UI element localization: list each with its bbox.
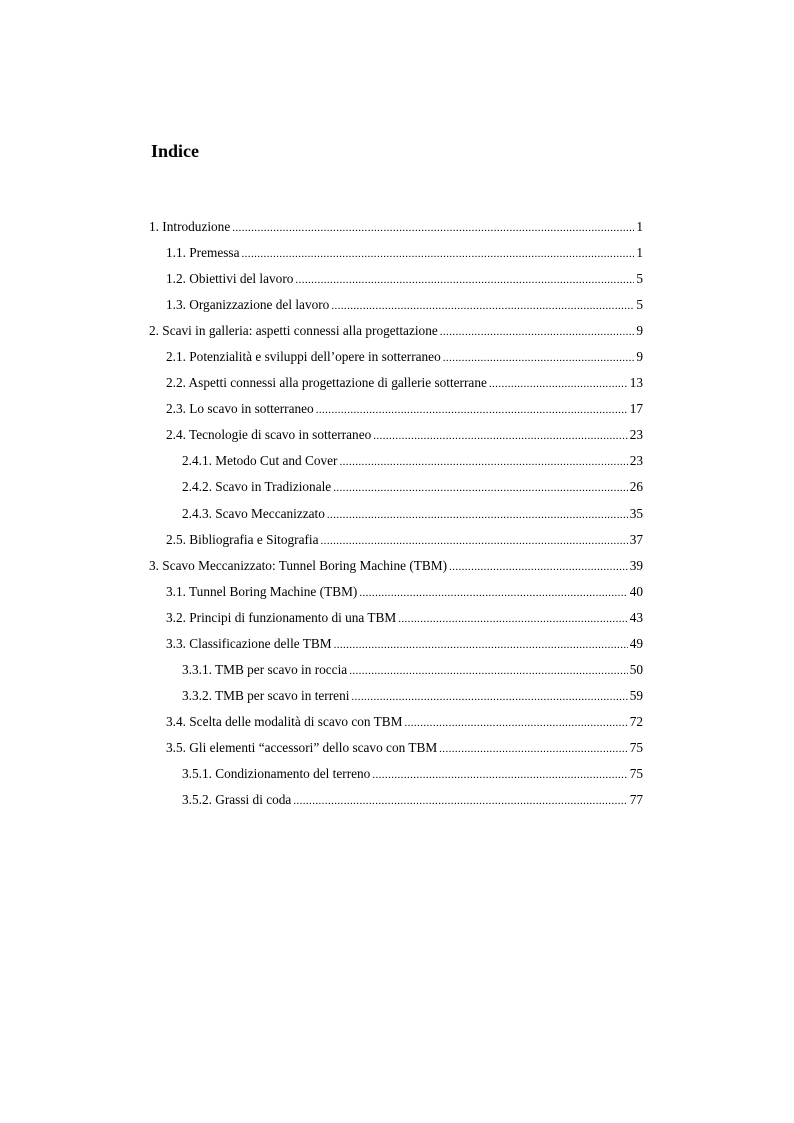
toc-entry-page: 26 (629, 479, 643, 495)
toc-entry-label: 2. Scavi in galleria: aspetti connessi alla progettazione (149, 323, 438, 339)
toc-entry-page: 13 (629, 375, 643, 391)
toc-entry-label: 2.2. Aspetti connessi alla progettazione di gallerie sotterrane (166, 375, 487, 391)
toc-entry-label: 3.5.2. Grassi di coda (182, 792, 292, 808)
toc-entry-page: 9 (636, 323, 643, 339)
table-of-contents (149, 214, 643, 813)
toc-entry-label: 1. Introduzione (149, 219, 231, 234)
toc-entry-page: 5 (636, 297, 643, 313)
toc-entry-page: 50 (629, 661, 643, 677)
toc-entry-page: 39 (629, 557, 643, 573)
toc-entry (149, 370, 643, 396)
toc-entry (149, 527, 643, 553)
toc-entry-label: 3.3.2. TMB per scavo in terreni (182, 687, 350, 703)
toc-entry-label: 3.2. Principi di funzionamento di una TBM (166, 609, 397, 625)
toc-entry-page: 40 (629, 583, 643, 599)
toc-entry-page: 23 (629, 427, 643, 443)
toc-entry-label: 1.1. Premessa (166, 245, 240, 261)
toc-entry-page: 5 (636, 271, 643, 287)
toc-entry-page: 75 (629, 739, 643, 755)
toc-entry-label: 1.2. Obiettivi del lavoro (166, 271, 294, 287)
toc-entry-label: 2.4. Tecnologie di scavo in sotterraneo (166, 427, 372, 443)
toc-entry-page: 17 (629, 401, 643, 417)
toc-entry-page: 75 (629, 765, 643, 781)
toc-entry-page: 72 (629, 713, 643, 729)
toc-entry-page: 43 (629, 609, 643, 625)
toc-entry-page: 1 (636, 219, 643, 234)
toc-entry (149, 448, 643, 474)
toc-entry-label: 3.3. Classificazione delle TBM (166, 635, 332, 651)
toc-entry (149, 631, 643, 657)
toc-entry-label: 3.5.1. Condizionamento del terreno (182, 765, 371, 781)
toc-entry-page: 59 (629, 687, 643, 703)
toc-entry (149, 709, 643, 735)
toc-entry (149, 318, 643, 344)
toc-entry-page: 37 (629, 531, 643, 547)
toc-entry-label: 2.1. Potenzialità e sviluppi dell’opere in sotterraneo (166, 349, 441, 365)
toc-entry (149, 344, 643, 370)
toc-entry (149, 735, 643, 761)
toc-entry-label: 3.5. Gli elementi “accessori” dello scavo con TBM (166, 739, 438, 755)
toc-entry (149, 214, 643, 240)
toc-entry (149, 579, 643, 605)
toc-entry-label: 3.3.1. TMB per scavo in roccia (182, 661, 348, 677)
toc-entry-label: 2.3. Lo scavo in sotterraneo (166, 401, 314, 417)
toc-entry (149, 761, 643, 787)
toc-entry-page: 35 (629, 505, 643, 521)
toc-entry-page: 77 (629, 792, 643, 808)
toc-entry-label: 2.5. Bibliografia e Sitografia (166, 531, 319, 547)
toc-entry-label: 2.4.3. Scavo Meccanizzato (182, 505, 325, 521)
toc-entry-page: 23 (629, 453, 643, 469)
toc-entry (149, 553, 643, 579)
toc-entry (149, 292, 643, 318)
page-title: Indice (151, 141, 200, 161)
toc-entry (149, 787, 643, 813)
toc-entry-label: 3. Scavo Meccanizzato: Tunnel Boring Machine (TBM) (149, 557, 448, 573)
toc-entry (149, 501, 643, 527)
toc-entry (149, 683, 643, 709)
toc-entry-page: 9 (636, 349, 643, 365)
toc-entry-page: 1 (636, 245, 643, 261)
toc-entry (149, 657, 643, 683)
toc-entry (149, 396, 643, 422)
toc-entry-page: 49 (629, 635, 643, 651)
toc-entry-label: 2.4.1. Metodo Cut and Cover (182, 453, 338, 469)
toc-entry-label: 3.1. Tunnel Boring Machine (TBM) (166, 583, 358, 599)
toc-entry (149, 266, 643, 292)
toc-entry-label: 3.4. Scelta delle modalità di scavo con TBM (166, 713, 403, 729)
toc-entry-label: 2.4.2. Scavo in Tradizionale (182, 479, 332, 495)
toc-entry (149, 422, 643, 448)
toc-entry (149, 474, 643, 500)
toc-entry (149, 605, 643, 631)
toc-entry-label: 1.3. Organizzazione del lavoro (166, 297, 330, 313)
toc-entry (149, 240, 643, 266)
